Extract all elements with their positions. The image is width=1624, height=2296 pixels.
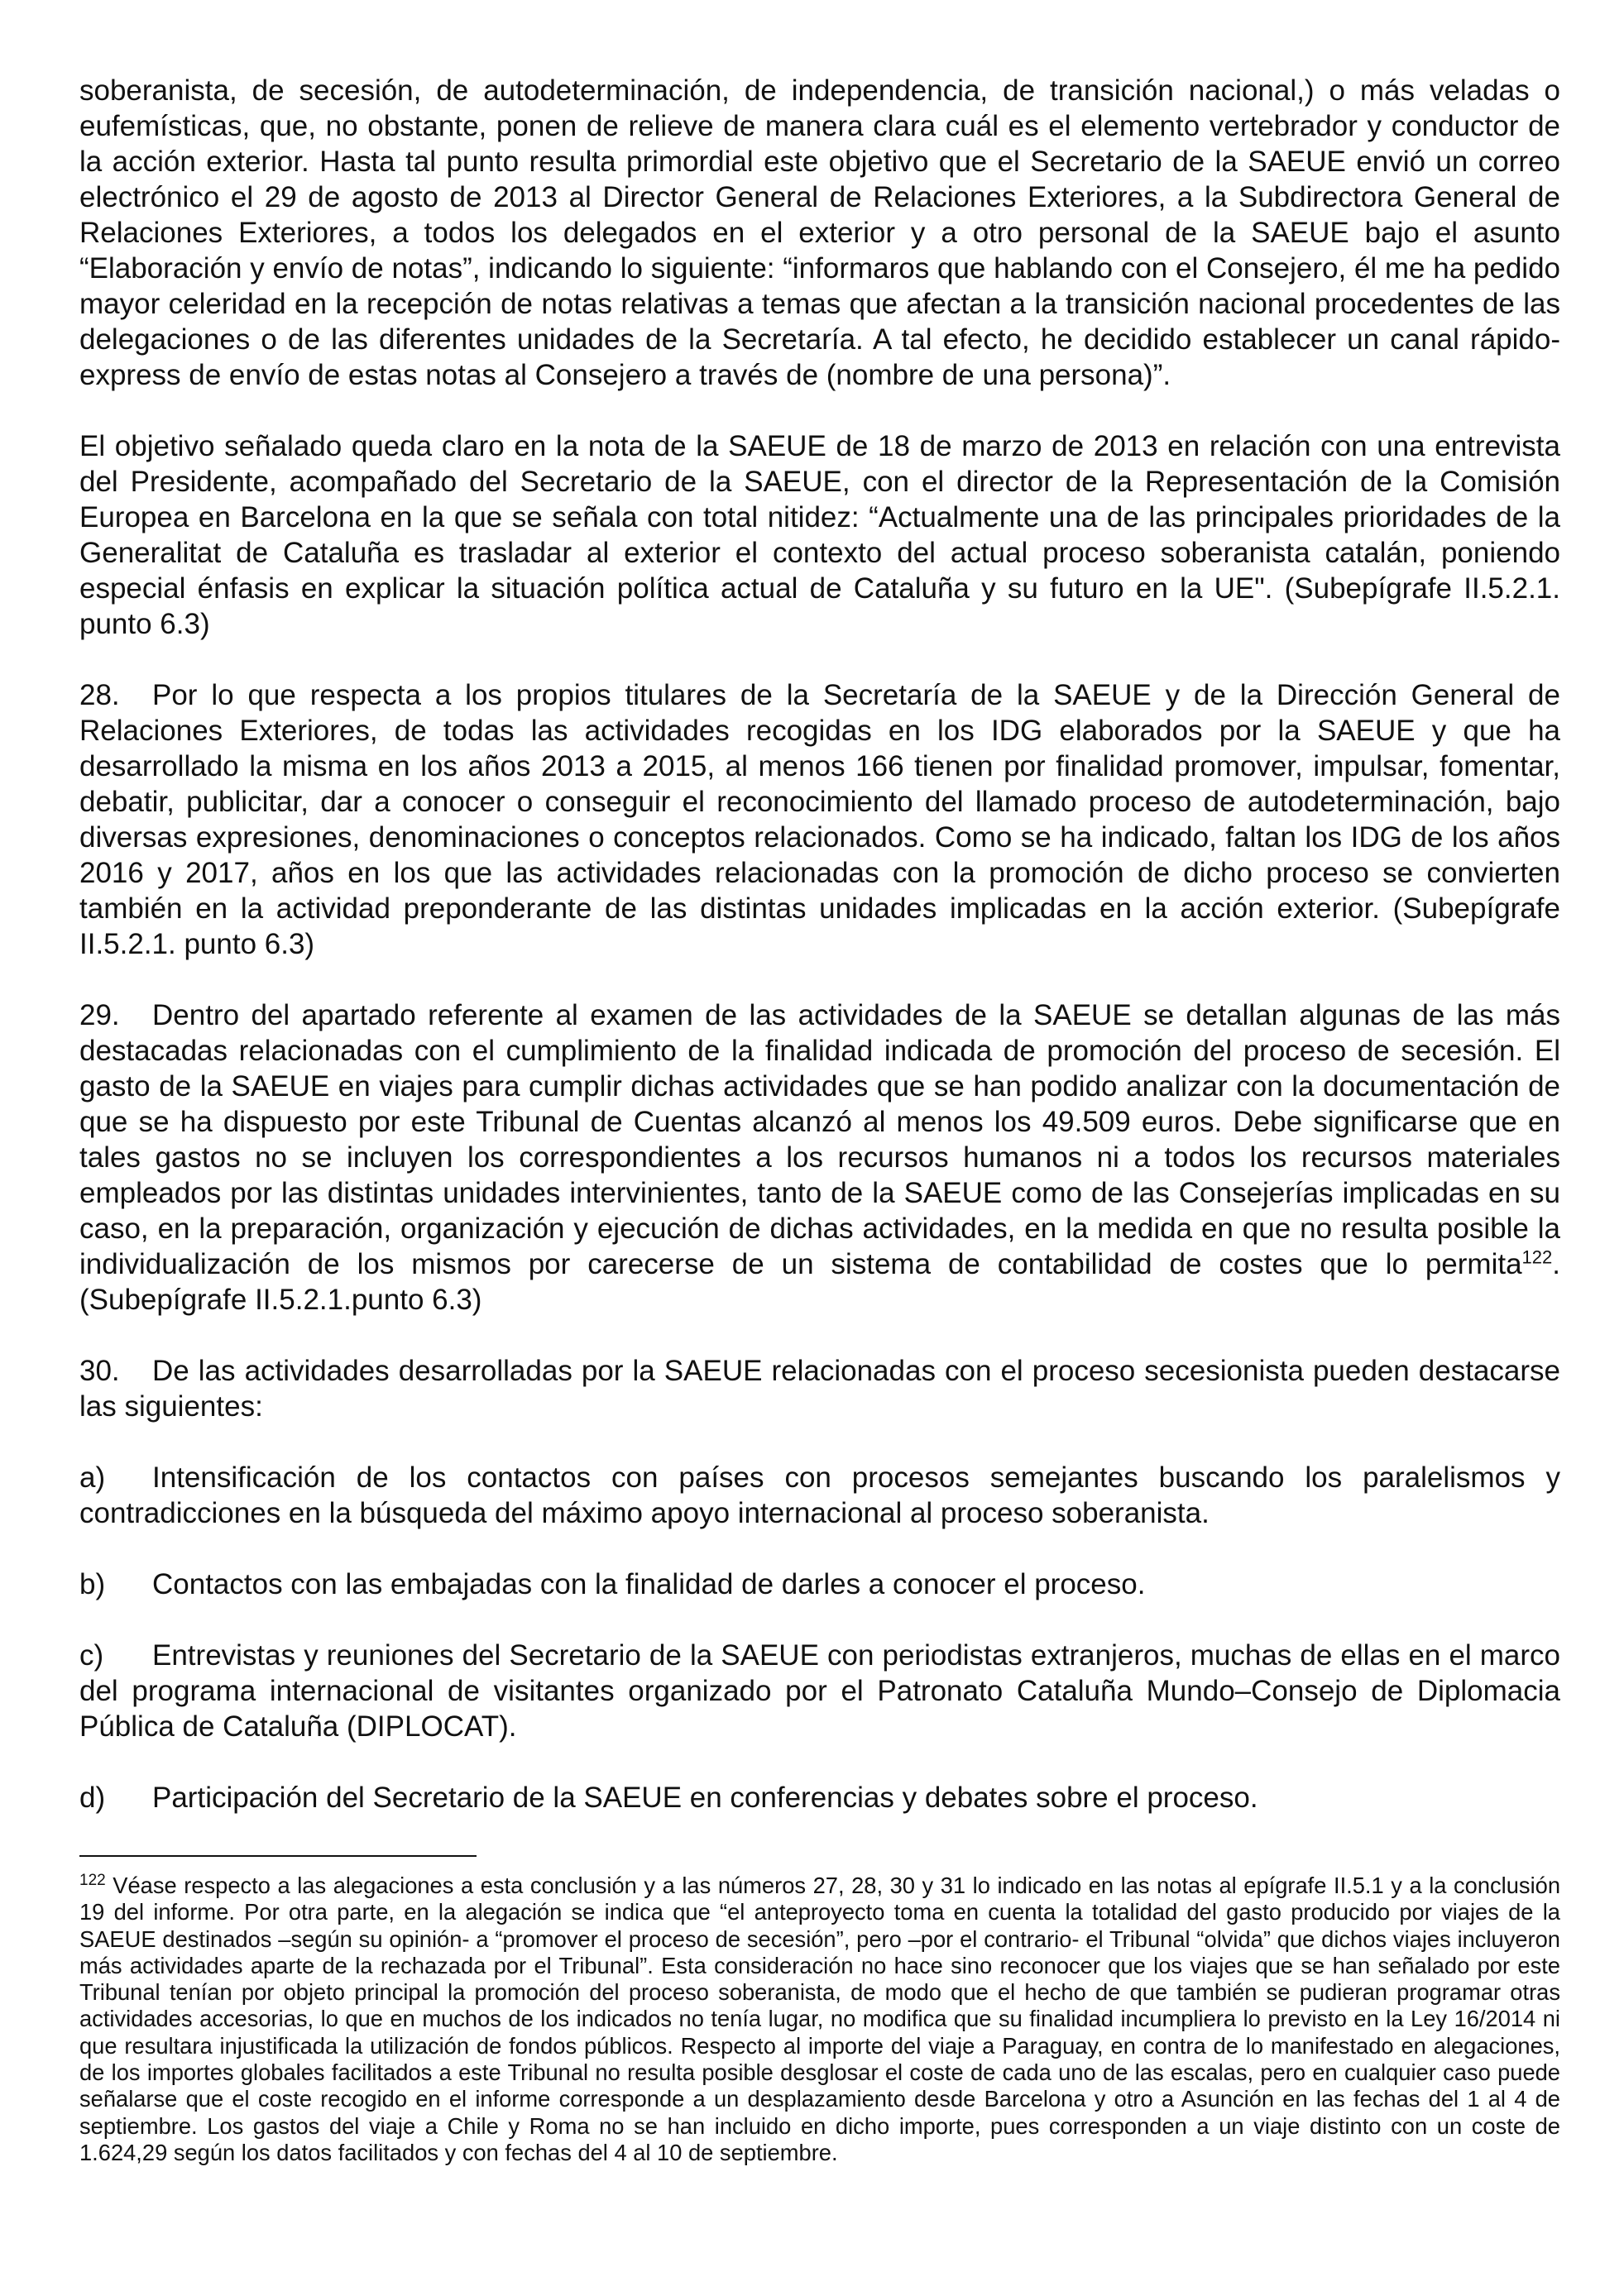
paragraph-objective [79, 428, 1560, 642]
paragraph-number: 30. [79, 1355, 120, 1387]
paragraph-text: De las actividades desarrolladas por la SAEUE relacionadas con el proceso secesionista pueden destacarse las siguientes: [79, 1355, 1560, 1423]
paragraph-text-after: . (Subepígrafe II.5.2.1.punto 6.3) [79, 1248, 1560, 1316]
paragraph-text: El objetivo señalado queda claro en la nota de la SAEUE de 18 de marzo de 2013 en relación con una entrevista del Presidente, acompañado del Secretario de la SAEUE, con el director de la Representación de la Comisión Europea en Barcelona en la que se señala con total nitidez: “Actualmente una de las principales prioridades de la Generalitat de Cataluña es trasladar al exterior el contexto del actual proceso soberanista catalán, poniendo especial énfasis en explicar la situación política actual de Cataluña y su futuro en la UE". (Subepígrafe II.5.2.1. punto 6.3) [79, 430, 1560, 640]
paragraph-30 [79, 1353, 1560, 1424]
footnote-122 [79, 1873, 1560, 2166]
list-item-letter: d) [79, 1782, 106, 1814]
document-body [79, 73, 1560, 1815]
footnote-reference: 122 [1521, 1246, 1553, 1268]
paragraph-number: 29. [79, 999, 120, 1031]
paragraph-continuation [79, 73, 1560, 393]
footnote-number: 122 [79, 1871, 106, 1889]
list-item-a [79, 1460, 1560, 1531]
paragraph-text: soberanista, de secesión, de autodeterminación, de independencia, de transición nacional,) o más veladas o eufemísticas, que, no obstante, ponen de relieve de manera clara cuál es el elemento vertebrador y conductor de la acción exterior. Hasta tal punto resulta primordial este objetivo que el Secretario de la SAEUE envió un correo electrónico el 29 de agosto de 2013 al Director General de Relaciones Exteriores, a la Subdirectora General de Relaciones Exteriores, a todos los delegados en el exterior y a otro personal de la SAEUE bajo el asunto “Elaboración y envío de notas”, indicando lo siguiente: “informaros que hablando con el Consejero, él me ha pedido mayor celeridad en la recepción de notas relativas a temas que afectan a la transición nacional procedentes de las delegaciones o de las diferentes unidades de la Secretaría. A tal efecto, he decidido establecer un canal rápido-express de envío de estas notas al Consejero a través de (nombre de una persona)”. [79, 74, 1561, 391]
paragraph-text: Por lo que respecta a los propios titulares de la Secretaría de la SAEUE y de la Dirección General de Relaciones Exteriores, de todas las actividades recogidas en los IDG elaborados por la SAEUE y que ha desarrollado la misma en los años 2013 a 2015, al menos 166 tienen por finalidad promover, impulsar, fomentar, debatir, publicitar, dar a conocer o conseguir el reconocimiento del llamado proceso de autodeterminación, bajo diversas expresiones, denominaciones o conceptos relacionados. Como se ha indicado, faltan los IDG de los años 2016 y 2017, años en los que las actividades relacionadas con la promoción de dicho proceso se convierten también en la actividad preponderante de las distintas unidades implicadas en la acción exterior. (Subepígrafe II.5.2.1. punto 6.3) [79, 679, 1560, 960]
list-item-letter: a) [79, 1461, 106, 1494]
paragraph-28 [79, 677, 1560, 962]
list-item-text: Entrevistas y reuniones del Secretario de la SAEUE con periodistas extranjeros, muchas de ellas en el marco del programa internacional de visitantes organizado por el Patronato Cataluña Mundo–Consejo de Diplomacia Pública de Cataluña (DIPLOCAT). [79, 1639, 1560, 1743]
footnote-text: Véase respecto a las alegaciones a esta conclusión y a las números 27, 28, 30 y 31 lo indicado en las notas al epígrafe II.5.1 y a la conclusión 19 del informe. Por otra parte, en la alegación se indica que “el anteproyecto toma en cuenta la totalidad del gasto producido por viajes de la SAEUE destinados –según su opinión- a “promover el proceso de secesión”, pero –por el contrario- el Tribunal “olvida” que dichos viajes incluyeron más actividades aparte de la rechazada por el Tribunal”. Esta consideración no hace sino reconocer que los viajes que se han señalado por este Tribunal tenían por objeto principal la promoción del proceso soberanista, de modo que el hecho de que también se pudieran programar otras actividades accesorias, lo que en muchos de los indicados no tenía lugar, no modifica que su finalidad incumpliera lo previsto en la Ley 16/2014 ni que resultara injustificada la utilización de fondos públicos. Respecto al importe del viaje a Paraguay, en contra de lo manifestado en alegaciones, de los importes globales facilitados a este Tribunal no resulta posible desglosar el coste de cada uno de las escalas, pero en cualquier caso puede señalarse que el coste recogido en el informe corresponde a un desplazamiento desde Barcelona y otro a Asunción en las fechas del 1 al 4 de septiembre. Los gastos del viaje a Chile y Roma no se han incluido en dicho importe, pues corresponden a un viaje distinto con un coste de 1.624,29 según los datos facilitados y con fechas del 4 al 10 de septiembre. [79, 1873, 1560, 2165]
paragraph-text: Dentro del apartado referente al examen de las actividades de la SAEUE se detallan algunas de las más destacadas relacionadas con el cumplimiento de la finalidad indicada de promoción del proceso de secesión. El gasto de la SAEUE en viajes para cumplir dichas actividades que se han podido analizar con la documentación de que se ha dispuesto por este Tribunal de Cuentas alcanzó al menos los 49.509 euros. Debe significarse que en tales gastos no se incluyen los correspondientes a los recursos humanos ni a todos los recursos materiales empleados por las distintas unidades intervinientes, tanto de la SAEUE como de las Consejerías implicadas en su caso, en la preparación, organización y ejecución de dichas actividades, en la medida en que no resulta posible la individualización de los mismos por carecerse de un sistema de contabilidad de costes que lo permita [79, 999, 1560, 1280]
list-item-c [79, 1638, 1560, 1744]
paragraph-number: 28. [79, 679, 120, 711]
list-item-b [79, 1567, 1560, 1602]
list-item-text: Intensificación de los contactos con países con procesos semejantes buscando los paralelismos y contradicciones en la búsqueda del máximo apoyo internacional al proceso soberanista. [79, 1461, 1560, 1529]
list-item-text: Contactos con las embajadas con la finalidad de darles a conocer el proceso. [152, 1568, 1146, 1600]
list-item-d [79, 1780, 1560, 1815]
list-item-letter: b) [79, 1568, 106, 1600]
list-item-text: Participación del Secretario de la SAEUE en conferencias y debates sobre el proceso. [152, 1782, 1258, 1814]
list-item-letter: c) [79, 1639, 104, 1672]
footnote-divider [79, 1855, 477, 1857]
paragraph-29 [79, 997, 1560, 1318]
